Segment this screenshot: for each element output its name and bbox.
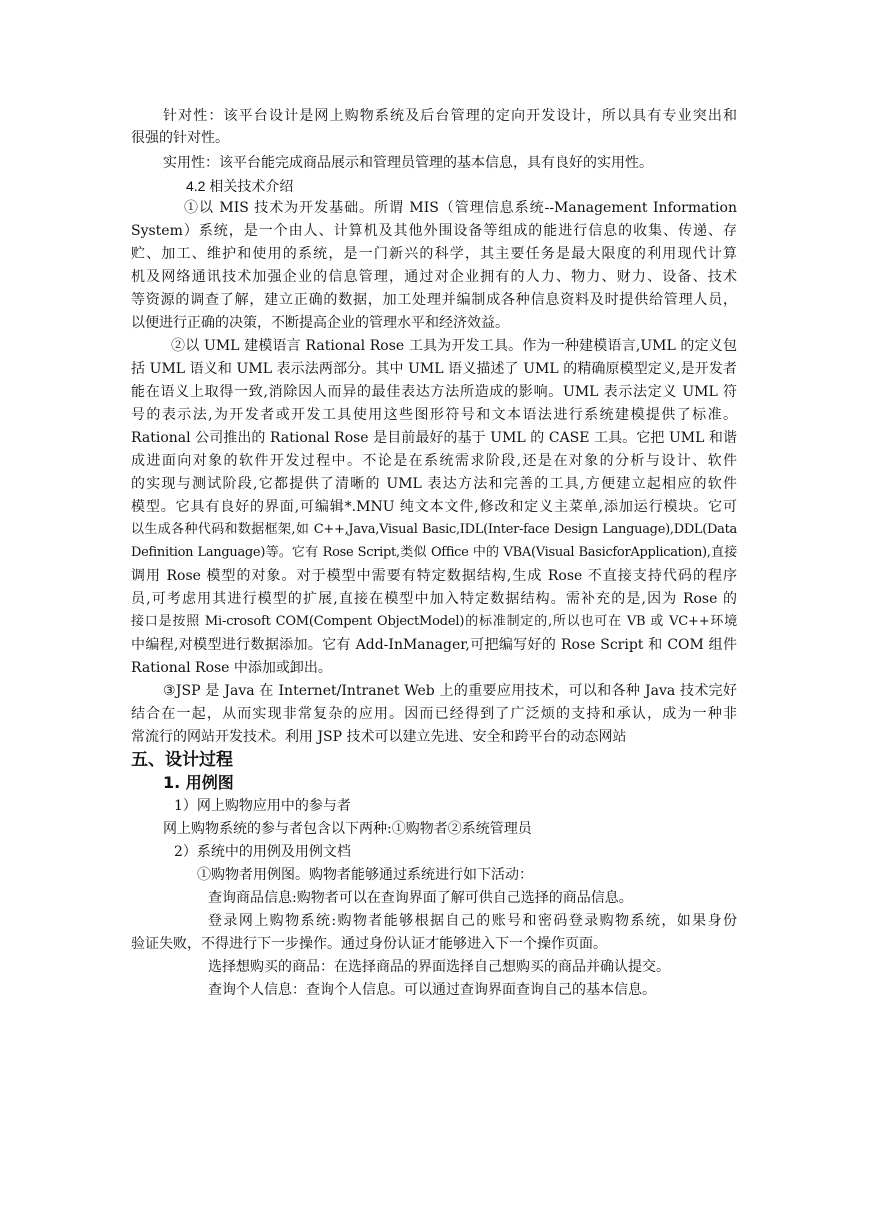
participants-line: 网上购物系统的参与者包含以下两种:①购物者②系统管理员 (163, 821, 532, 837)
jsp-line-2: 结合在一起，从而实现非常复杂的应用。因而已经得到了广泛烦的支持和承认，成为一种非 (131, 706, 737, 722)
use-cases-item: 2）系统中的用例及用例文档 (174, 844, 351, 860)
practical-line: 实用性：该平台能完成商品展示和管理员管理的基本信息，具有良好的实用性。 (163, 155, 653, 171)
query-personal-line: 查询个人信息：查询个人信息。可以通过查询界面查询自己的基本信息。 (208, 982, 656, 998)
targeted-line-2: 很强的针对性。 (131, 130, 229, 146)
login-line-1: 登录网上购物系统:购物者能够根据自己的账号和密码登录购物系统，如果身份 (208, 913, 737, 929)
mis-line-6: 以便进行正确的决策，不断提高企业的管理水平和经济效益。 (131, 315, 509, 331)
select-goods-line: 选择想购买的商品：在选择商品的界面选择自己想购买的商品并确认提交。 (208, 959, 670, 975)
jsp-line-1: ③JSP 是 Java 在 Internet/Intranet Web 上的重要应用技术，可以和各种 Java 技术完好 (163, 683, 737, 699)
uml-line-6: 成进面向对象的软件开发过程中。不论是在系统需求阶段,还是在对象的分析与设计、软件 (131, 453, 737, 469)
targeted-line-1: 针对性：该平台设计是网上购物系统及后台管理的定向开发设计，所以具有专业突出和 (163, 108, 737, 124)
participants-item: 1）网上购物应用中的参与者 (174, 798, 351, 814)
section-5-heading: 五、设计过程 (131, 750, 233, 770)
mis-line-3: 贮、加工、维护和使用的系统，是一门新兴的科学，其主要任务是最大限度的利用现代计算 (131, 246, 737, 262)
login-line-2: 验证失败，不得进行下一步操作。通过身份认证才能够进入下一个操作页面。 (131, 936, 607, 952)
uml-line-4: 号的表示法,为开发者或开发工具使用这些图形符号和文本语法进行系统建模提供了标准。 (131, 407, 737, 423)
uml-line-10: Definition Language)等。它有 Rose Script,类似 Office 中的 VBA(Visual BasicforApplication),直接 (131, 545, 737, 560)
uml-line-11: 调用 Rose 模型的对象。对于模型中需要有特定数据结构,生成 Rose 不直接支持代码的程序 (131, 568, 737, 584)
mis-line-1: ①以 MIS 技术为开发基础。所谓 MIS（管理信息系统--Management Information (184, 200, 737, 216)
uml-line-12: 员,可考虑用其进行模型的扩展,直接在模型中加入特定数据结构。需补充的是,因为 Rose 的 (131, 591, 737, 607)
uml-line-15: Rational Rose 中添加或卸出。 (131, 660, 332, 676)
uml-line-14: 中编程,对模型进行数据添加。它有 Add-InManager,可把编写好的 Rose Script 和 COM 组件 (131, 637, 737, 653)
query-goods-line: 查询商品信息:购物者可以在查询界面了解可供自己选择的商品信息。 (208, 890, 633, 906)
shopper-use-case: ①购物者用例图。购物者能够通过系统进行如下活动： (197, 867, 533, 883)
uml-line-5: Rational 公司推出的 Rational Rose 是目前最好的基于 UML 的 CASE 工具。它把 UML 和谐 (131, 430, 737, 446)
section-4-2-heading: 4.2 相关技术介绍 (186, 178, 294, 194)
uml-line-1: ②以 UML 建模语言 Rational Rose 工具为开发工具。作为一种建模语言,UML 的定义包 (171, 338, 737, 354)
jsp-line-3: 常流行的网站开发技术。利用 JSP 技术可以建立先进、安全和跨平台的动态网站 (131, 729, 627, 745)
uml-line-9: 以生成各种代码和数据框架,如 C++,Java,Visual Basic,IDL(Inter-face Design Language),DDL(Data (131, 522, 737, 537)
uml-line-7: 的实现与测试阶段,它都提供了清晰的 UML 表达方法和完善的工具,方便建立起相应的软件 (131, 476, 737, 492)
mis-line-4: 机及网络通讯技术加强企业的信息管理，通过对企业拥有的人力、物力、财力、设备、技术 (131, 269, 737, 285)
mis-line-5: 等资源的调查了解，建立正确的数据，加工处理并编制成各种信息资料及时提供给管理人员， (131, 292, 737, 308)
uml-line-8: 模型。它具有良好的界面,可编辑*.MNU 纯文本文件,修改和定义主菜单,添加运行模块。它可 (131, 499, 737, 515)
uml-line-3: 能在语义上取得一致,消除因人而异的最佳表达方法所造成的影响。UML 表示法定义 UML 符 (131, 384, 737, 400)
uml-line-13: 接口是按照 Mi-crosoft COM(Compent ObjectModel)的标准制定的,所以也可在 VB 或 VC++环境 (131, 614, 737, 629)
uml-line-2: 括 UML 语义和 UML 表示法两部分。其中 UML 语义描述了 UML 的精确原模型定义,是开发者 (131, 361, 737, 377)
mis-line-2: System）系统，是一个由人、计算机及其他外围设备等组成的能进行信息的收集、传递、存 (131, 223, 737, 239)
use-case-heading: 1. 用例图 (163, 773, 234, 792)
